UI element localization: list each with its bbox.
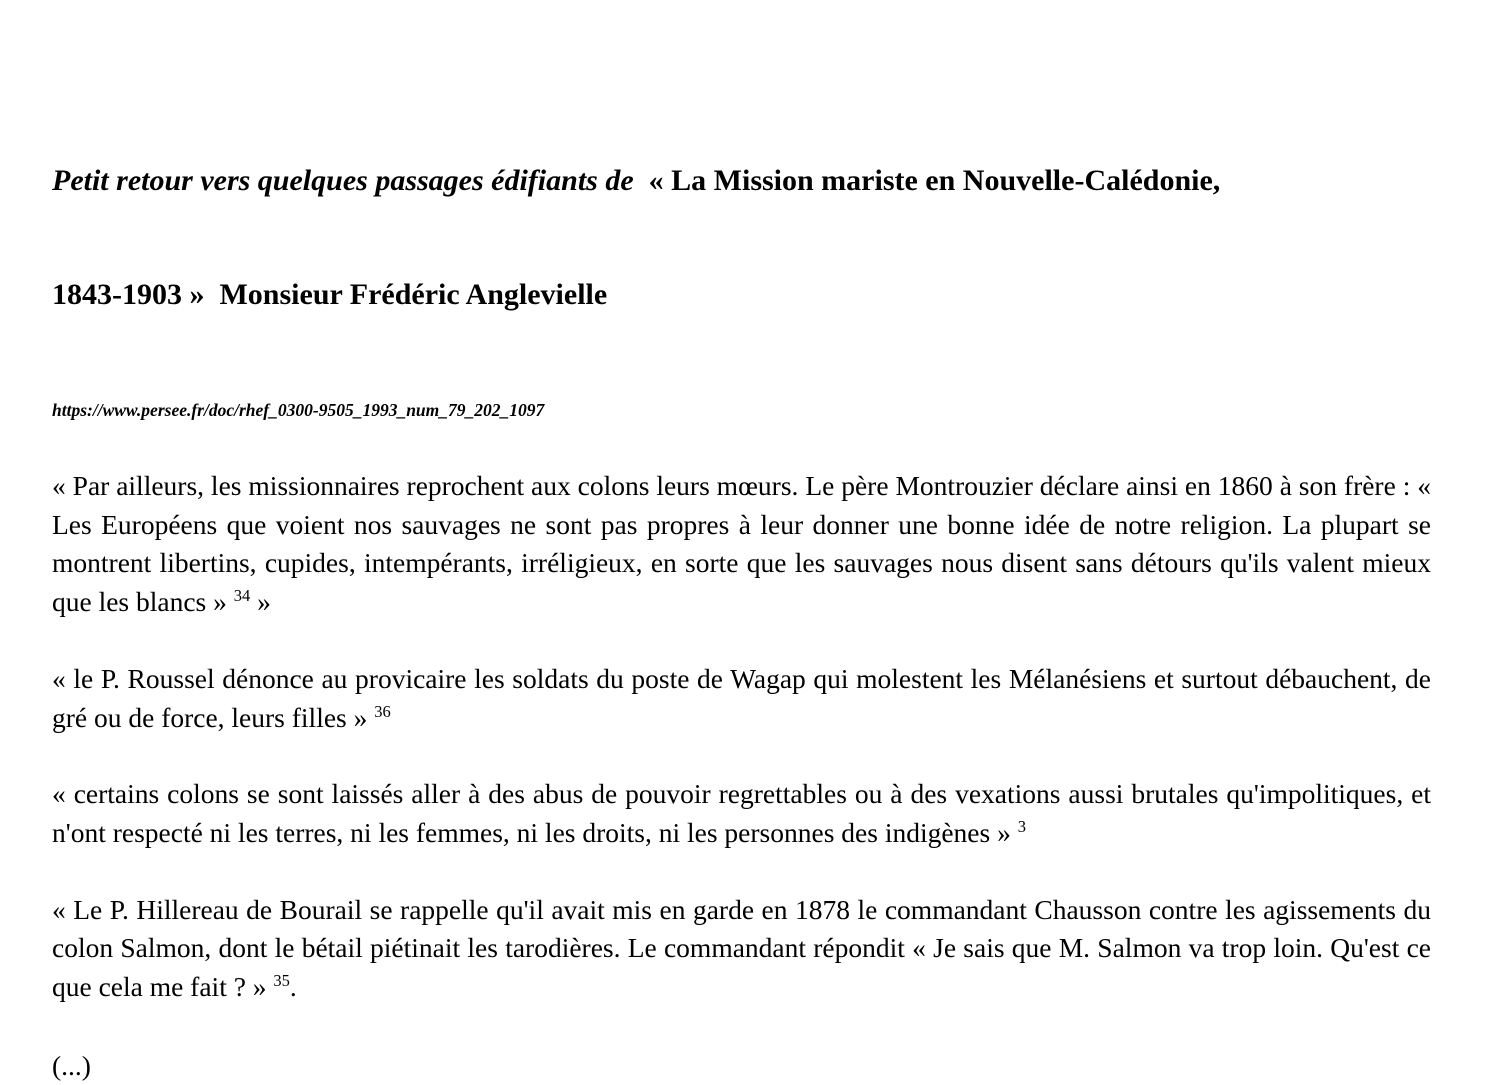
quote-paragraph-3 xyxy=(52,775,1431,852)
quote-paragraph-4 xyxy=(52,891,1431,1007)
quote-paragraph-1 xyxy=(52,467,1431,622)
quote-paragraph-2 xyxy=(52,660,1431,737)
quote-closing: » xyxy=(250,586,271,618)
ellipsis-marker: (...) xyxy=(52,1049,91,1081)
title-line-1 xyxy=(52,162,1431,200)
quote-text: « Par ailleurs, les missionnaires reprochent aux colons leurs mœurs. Le père Montrouzier déclare ainsi en 1860 à son frère : « Les Européens que voient nos sauvages ne sont pas propres à leur donner une bonne idée de notre religion. La plupart se montrent libertins, cupides, intempérants, irréligieux, en sorte que les sauvages nous disent sans détours qu'ils valent mieux que les blancs » xyxy=(52,470,1431,618)
footnote-ref-3: 3 xyxy=(1017,816,1026,836)
document-title xyxy=(52,86,1431,390)
source-url: https://www.persee.fr/doc/rhef_0300-9505_1993_num_79_202_1097 xyxy=(52,400,545,420)
title-line-2: 1843-1903 » Monsieur Frédéric Anglevielle xyxy=(52,278,608,311)
quote-text: « Le P. Hillereau de Bourail se rappelle qu'il avait mis en garde en 1878 le commandant Chausson contre les agissements du colon Salmon, dont le bétail piétinait les tarodières. Le commandant répondit « Je sais que M. Salmon va trop loin. Qu'est ce que cela me fait ? » xyxy=(52,893,1431,1003)
quote-closing: . xyxy=(289,971,297,1003)
footnote-ref-35: 35 xyxy=(273,970,290,990)
footnote-ref-34: 34 xyxy=(233,585,251,605)
title-italic-part: Petit retour vers quelques passages édifiants de xyxy=(52,164,642,197)
footnote-ref-36: 36 xyxy=(374,701,391,721)
title-bold-part: « La Mission mariste en Nouvelle-Calédonie, xyxy=(641,164,1221,197)
quote-text: « le P. Roussel dénonce au provicaire les soldats du poste de Wagap qui molestent les Mélanésiens et surtout débauchent, de gré ou de force, leurs filles » xyxy=(52,662,1431,733)
quote-text: « certains colons se sont laissés aller à des abus de pouvoir regrettables ou à des vexations aussi brutales qu'impolitiques, et n'ont respecté ni les terres, ni les femmes, ni les droits, ni les personnes des indigènes » xyxy=(52,778,1431,848)
